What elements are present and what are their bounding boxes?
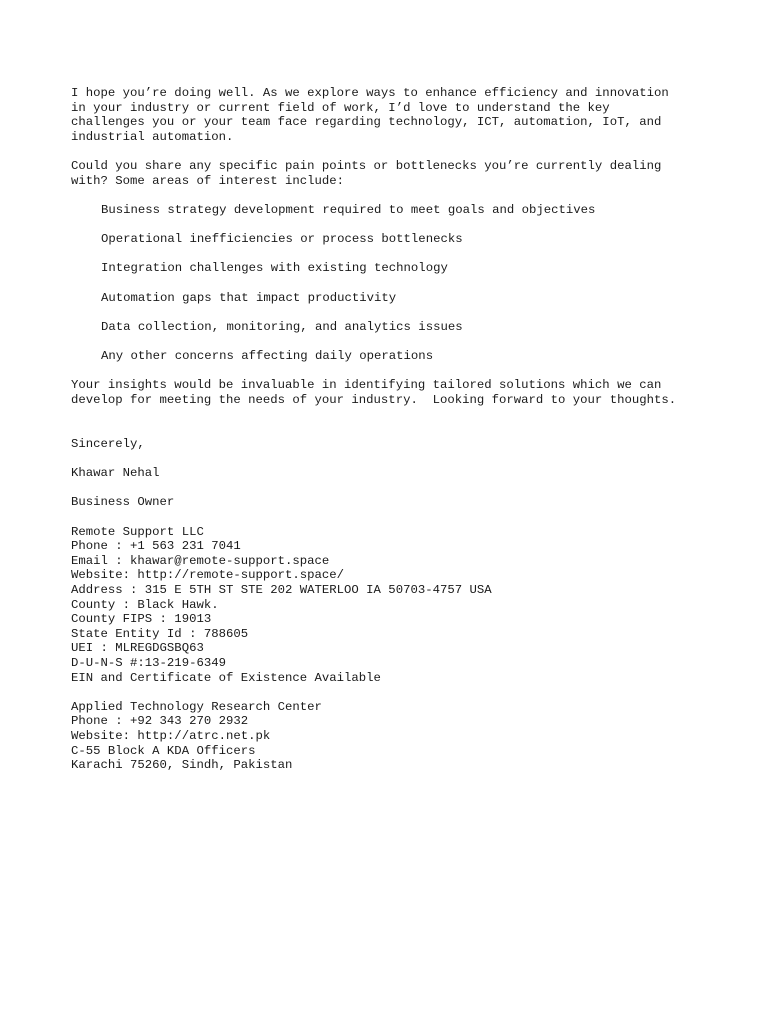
company-name: Remote Support LLC [71, 524, 204, 539]
address: Address : 315 E 5TH ST STE 202 WATERLOO IA 50703-4757 USA [71, 582, 492, 597]
list-item: Any other concerns affecting daily operations [101, 348, 434, 363]
phone: Phone : +1 563 231 7041 [71, 539, 241, 554]
website: Website: http://remote-support.space/ [71, 568, 345, 583]
intro-line: I hope you’re doing well. As we explore ways to enhance efficiency and innovation [71, 86, 669, 100]
signer-role: Business Owner [71, 495, 175, 510]
email: Email : khawar@remote-support.space [71, 553, 330, 568]
question-paragraph [71, 159, 751, 188]
uei: UEI : MLREGDGSBQ63 [71, 641, 204, 656]
list-item: Data collection, monitoring, and analytics issues [101, 319, 463, 334]
areas-list [71, 203, 751, 364]
company-block-atrc [71, 700, 751, 773]
state-entity-id: State Entity Id : 788605 [71, 626, 249, 641]
website: Website: http://atrc.net.pk [71, 728, 271, 743]
intro-line: in your industry or current field of work, I’d love to understand the key [71, 100, 610, 115]
signer-name: Khawar Nehal [71, 466, 160, 481]
closing-line: develop for meeting the needs of your industry. Looking forward to your thoughts. [71, 392, 677, 407]
intro-line: industrial automation. [71, 129, 234, 144]
intro-line: challenges you or your team face regarding technology, ICT, automation, IoT, and [71, 115, 662, 130]
county: County : Black Hawk. [71, 597, 219, 612]
company-block-remote-support [71, 525, 751, 686]
list-item: Business strategy development required to meet goals and objectives [101, 202, 596, 217]
list-item: Automation gaps that impact productivity [101, 290, 397, 305]
company-name: Applied Technology Research Center [71, 699, 322, 714]
closing-line: Your insights would be invaluable in identifying tailored solutions which we can [71, 378, 662, 393]
closing-paragraph [71, 378, 751, 407]
county-fips: County FIPS : 19013 [71, 612, 212, 627]
intro-paragraph [71, 86, 751, 144]
address: C-55 Block A KDA Officers [71, 743, 256, 758]
duns: D-U-N-S #:13-219-6349 [71, 655, 226, 670]
city-line: Karachi 75260, Sindh, Pakistan [71, 758, 293, 773]
question-line: Could you share any specific pain points or bottlenecks you’re currently dealing [71, 159, 662, 174]
list-item: Operational inefficiencies or process bottlenecks [101, 232, 463, 247]
question-line: with? Some areas of interest include: [71, 173, 345, 188]
phone: Phone : +92 343 270 2932 [71, 714, 249, 729]
letter-body [71, 86, 751, 773]
list-item: Integration challenges with existing technology [101, 261, 448, 276]
ein-note: EIN and Certificate of Existence Available [71, 670, 381, 685]
signoff: Sincerely, [71, 436, 145, 451]
